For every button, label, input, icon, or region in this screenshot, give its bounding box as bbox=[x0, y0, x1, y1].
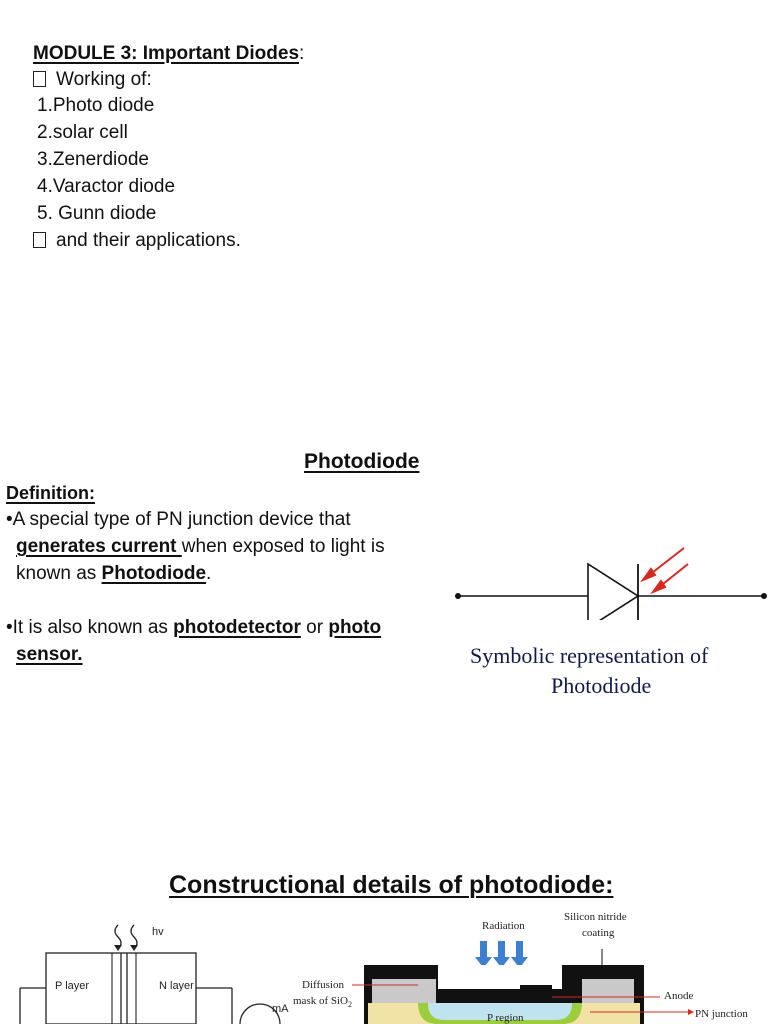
applications-line bbox=[33, 227, 241, 254]
definition-line-3 bbox=[16, 560, 211, 587]
p-region-label: P region bbox=[487, 1012, 524, 1024]
photodetector-term: photodetector bbox=[173, 617, 301, 638]
module-title-colon: : bbox=[299, 43, 305, 64]
module-title bbox=[33, 40, 304, 67]
symbol-caption-line-2: Photodiode bbox=[551, 673, 652, 698]
aka-line-1 bbox=[6, 614, 381, 641]
photodiode-structure-diagram bbox=[290, 905, 768, 1024]
working-of-line bbox=[33, 66, 152, 93]
radiation-label: Radiation bbox=[482, 920, 525, 932]
pn-junction-label: PN junction bbox=[695, 1008, 748, 1020]
working-of-text: Working of: bbox=[56, 69, 152, 90]
silicon-nitride-label-1: Silicon nitride bbox=[564, 911, 627, 923]
symbol-caption-line-1: Symbolic representation of bbox=[470, 643, 709, 668]
diffusion-label-2-text: mask of SiO bbox=[293, 995, 348, 1007]
silicon-nitride-label-2: coating bbox=[582, 927, 615, 939]
module-item-4: 4.Varactor diode bbox=[37, 176, 176, 197]
diffusion-label-1: Diffusion bbox=[302, 979, 344, 991]
definition-label: Definition: bbox=[6, 483, 95, 503]
photodiode-term: Photodiode bbox=[101, 563, 207, 584]
module-item-2: 2.solar cell bbox=[37, 122, 128, 143]
definition-line-1: •A special type of PN junction device that bbox=[6, 509, 351, 530]
definition-line-2-text: when exposed to light is bbox=[181, 536, 385, 557]
generates-current-term: generates current bbox=[16, 536, 182, 557]
hv-label: hv bbox=[152, 926, 164, 938]
photo-term: photo bbox=[328, 617, 382, 638]
sensor-term: sensor. bbox=[16, 644, 83, 665]
bullet-box-icon bbox=[33, 232, 46, 248]
aka-prefix: •It is also known as bbox=[6, 617, 174, 638]
n-layer-label: N layer bbox=[159, 980, 194, 992]
known-as-text: known as bbox=[16, 563, 102, 584]
module-title-text: MODULE 3: Important Diodes bbox=[33, 43, 300, 64]
bullet-box-icon bbox=[33, 71, 46, 87]
p-layer-label: P layer bbox=[55, 980, 90, 992]
definition-dot: . bbox=[206, 563, 212, 584]
anode-label: Anode bbox=[664, 990, 694, 1002]
module-item-1: 1.Photo diode bbox=[37, 95, 155, 116]
photodiode-symbol-icon bbox=[450, 540, 768, 620]
construction-heading: Constructional details of photodiode: bbox=[169, 871, 614, 899]
meter-label: mA bbox=[272, 1003, 289, 1015]
module-item-5: 5. Gunn diode bbox=[37, 203, 157, 224]
photodiode-circuit-diagram bbox=[0, 915, 300, 1024]
diffusion-label-2 bbox=[293, 995, 352, 1009]
diffusion-label-sub: 2 bbox=[348, 1000, 352, 1010]
aka-or: or bbox=[300, 617, 329, 638]
module-item-3: 3.Zenerdiode bbox=[37, 149, 149, 170]
applications-text: and their applications. bbox=[56, 230, 241, 251]
photodiode-heading: Photodiode bbox=[304, 450, 420, 473]
definition-line-2 bbox=[16, 533, 385, 560]
